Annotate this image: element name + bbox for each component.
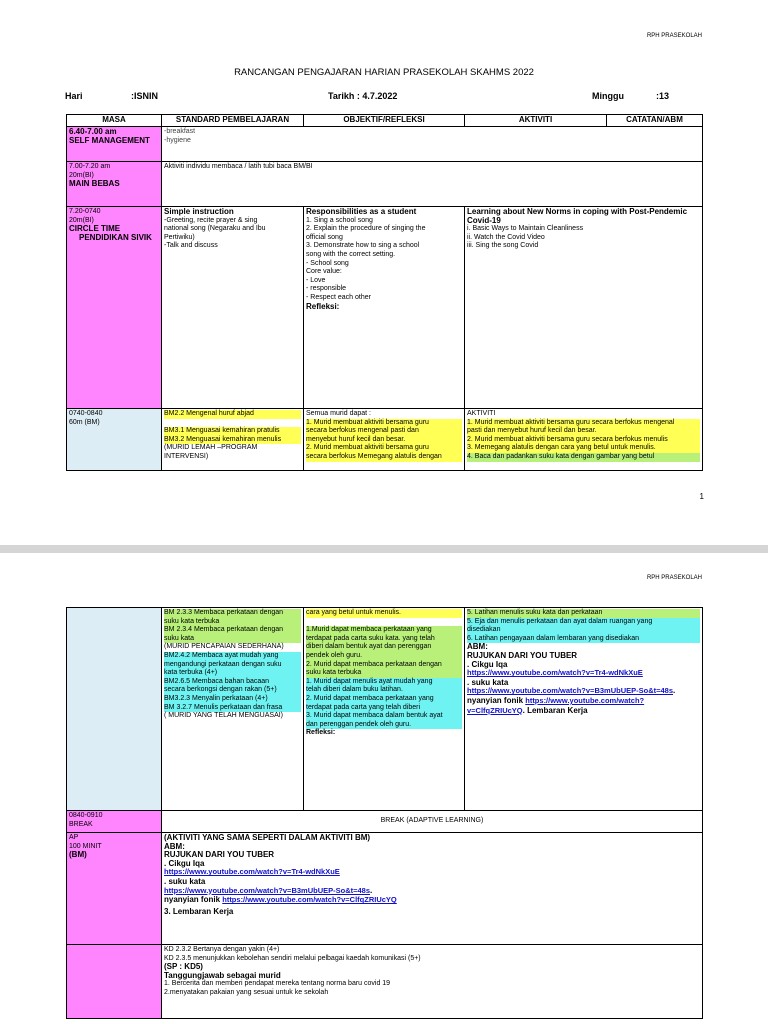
row2-activity: Aktiviti individu membaca / latih tubi baca BM/BI: [162, 162, 703, 207]
cont-masa: [67, 608, 162, 811]
running-header: RPH PRASEKOLAH: [646, 575, 702, 581]
cont-objektif: cara yang betul untuk menulis. 1.Murid dapat membaca perkataan yang terdapat pada carta suku kata. yang telah diberi dalam bentuk ayat dan perenggan pendek oleh guru. 2. Murid dapat membaca perkataan dengan suku kata terbuka 1. Murid dapat menulis ayat mudah yang telah diberi dalam buku latihan. 2. Murid dapat membaca perkataan yang terdapat pada carta yang telah diberi 3. Murid dapat membaca dalam bentuk ayat dan perenggan pendek oleh guru. Refleksi:: [304, 608, 465, 811]
ap-youtube-link-cikgu-iqa[interactable]: https://www.youtube.com/watch?v=Tr4-wdNkXuE: [164, 867, 340, 877]
minggu-label: Minggu: [592, 91, 624, 101]
break-masa: 0840-0910 BREAK: [67, 811, 162, 833]
cont-aktiviti: 5. Latihan menulis suku kata dan perkataan 5. Eja dan menulis perkataan dan ayat dalam ruangan yang disediakan 6. Latihan pengayaan dalam lembaran yang disediakan ABM: RUJUKAN DARI YOU TUBER . Cikgu Iqa https://www.youtube.com/watch?v=Tr4-wdNkXuE . suku kata https://www.youtube.com/watch?v=B3mUbUEP-So&t=48s. nyanyian fonik https://www.youtube.com/watch? v=ClfqZRIUcYQ. Lembaran Kerja: [465, 608, 703, 811]
row1-masa: 6.40-7.00 am SELF MANAGEMENT: [67, 127, 162, 162]
row4-aktiviti: AKTIVITI 1. Murid membuat aktiviti bersama guru secara berfokus mengenal pasti dan menyebut huruf kecil dan besar. 2. Murid membuat aktiviti bersama guru secara berfokus menulis 3. Memegang alatulis dengan cara yang betul untuk menulis. 4. Baca dan padankan suku kata dengan gambar yang betul: [465, 409, 703, 471]
youtube-link-fonik[interactable]: https://www.youtube.com/watch?: [525, 695, 645, 705]
youtube-link-suku-kata[interactable]: https://www.youtube.com/watch?v=B3mUbUEP-So&t=48s: [467, 686, 674, 696]
row4-standard: BM2.2 Mengenal huruf abjad BM3.1 Menguasai kemahiran pratulis BM3.2 Menguasai kemahiran menulis (MURID LEMAH –PROGRAM INTERVENSI): [162, 409, 304, 471]
col-header-standard: STANDARD PEMBELAJARAN: [162, 115, 304, 127]
row4-masa: 0740-0840 60m (BM): [67, 409, 162, 471]
tarikh: Tarikh : 4.7.2022: [328, 91, 398, 101]
col-header-masa: MASA: [67, 115, 162, 127]
youtube-link-fonik-cont[interactable]: v=ClfqZRIUcYQ: [467, 705, 523, 715]
row3-standard: Simple instruction -Greeting, recite prayer & sing national song (Negaraku and Ibu Pertiwiku) -Talk and discuss: [162, 207, 304, 409]
ap-youtube-link-fonik[interactable]: https://www.youtube.com/watch?v=ClfqZRIUcYQ: [222, 895, 397, 905]
hari-value: :ISNIN: [131, 91, 158, 101]
row1-content: -breakfast -hygiene: [162, 127, 703, 162]
col-header-objektif: OBJEKTIF/REFLEKSI: [304, 115, 465, 127]
row3-objektif: Responsibilities as a student 1. Sing a school song 2. Explain the procedure of singing the official song 3. Demonstrate how to sing a school song with the correct setting. - School song Core value: - Love - responsible - Respect each other Refleksi:: [304, 207, 465, 409]
kd-masa: [67, 945, 162, 1019]
kd-content: KD 2.3.2 Bertanya dengan yakin (4+) KD 2.3.5 menunjukkan kebolehan sendiri melalui pelbagai kaedah komunikasi (5+) (SP : KD5) Tanggungjawab sebagai murid 1. Bercerita dan memberi pendapat mereka tentang norma baru covid 19 2.menyatakan pakaian yang sesuai untuk ke sekolah: [162, 945, 703, 1019]
running-header: RPH PRASEKOLAH: [646, 33, 702, 39]
document-title: RANCANGAN PENGAJARAN HARIAN PRASEKOLAH SKAHMS 2022: [234, 67, 534, 78]
col-header-catatan: CATATAN/ABM: [607, 115, 703, 127]
minggu-value: :13: [656, 91, 670, 101]
cont-standard: BM 2.3.3 Membaca perkataan dengan suku kata terbuka BM 2.3.4 Membaca perkataan dengan suku kata (MURID PENCAPAIAN SEDERHANA) BM2.4.2 Membaca ayat mudah yang mengandungi perkataan dengan suku kata terbuka (4+) BM2.6.5 Membaca bahan bacaan secara berkongsi dengan rakan (5+) BM3.2.3 Menyalin perkataan (4+) BM 3.2.7 Menulis perkataan dan frasa ( MURID YANG TELAH MENGUASAI): [162, 608, 304, 811]
row3-aktiviti: Learning about New Norms in coping with Post-Pendemic Covid-19 i. Basic Ways to Maintain Cleanliness ii. Watch the Covid Video iii. Sing the song Covid: [465, 207, 703, 409]
page-number: 1: [699, 492, 704, 501]
rph-table-page2: [66, 607, 703, 1019]
hari-label: Hari: [65, 91, 83, 101]
document-page-2: [0, 553, 768, 1024]
col-header-aktiviti: AKTIVITI: [465, 115, 607, 127]
rph-table-page1: [66, 114, 703, 471]
break-label: BREAK (ADAPTIVE LEARNING): [162, 811, 703, 833]
ap-content: (AKTIVITI YANG SAMA SEPERTI DALAM AKTIVITI BM) ABM: RUJUKAN DARI YOU TUBER . Cikgu Iqa https://www.youtube.com/watch?v=Tr4-wdNkXuE . suku kata https://www.youtube.com/watch?v=B3mUbUEP-So&t=48s. nyanyian fonik https://www.youtube.com/watch?v=ClfqZRIUcYQ 3. Lembaran Kerja: [162, 833, 703, 945]
row4-objektif: Semua murid dapat : 1. Murid membuat aktiviti bersama guru secara berfokus mengenal pasti dan menyebut huruf kecil dan besar. 2. Murid membuat aktiviti bersama guru secara berfokus Memegang alatulis dengan: [304, 409, 465, 471]
ap-masa: AP 100 MINIT (BM): [67, 833, 162, 945]
ap-youtube-link-suku-kata[interactable]: https://www.youtube.com/watch?v=B3mUbUEP-So&t=48s: [164, 885, 371, 895]
youtube-link-cikgu-iqa[interactable]: https://www.youtube.com/watch?v=Tr4-wdNkXuE: [467, 668, 643, 678]
row2-masa: 7.00-7.20 am 20m(BI) MAIN BEBAS: [67, 162, 162, 207]
row3-masa: 7.20-0740 20m(BI) CIRCLE TIME PENDIDIKAN SIVIK: [67, 207, 162, 409]
